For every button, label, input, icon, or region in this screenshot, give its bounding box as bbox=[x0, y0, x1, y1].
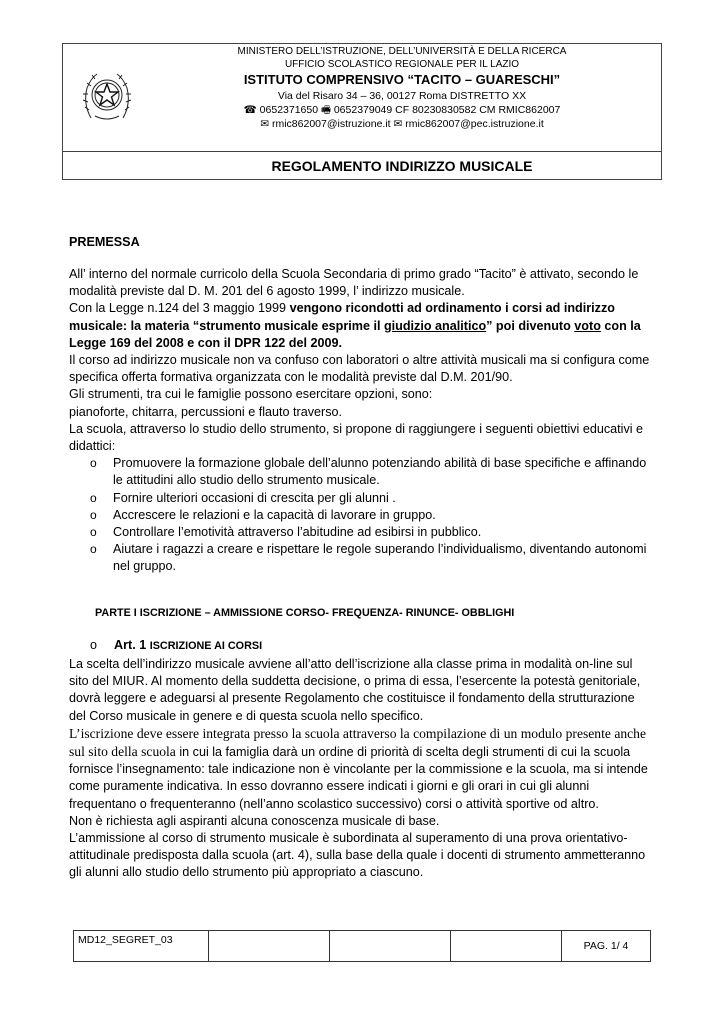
circle-bullet-icon: o bbox=[90, 525, 97, 540]
school-name: ISTITUTO COMPRENSIVO “TACITO – GUARESCHI” bbox=[243, 72, 561, 87]
paragraph: Gli strumenti, tra cui le famiglie possono esercitare opzioni, sono: bbox=[69, 387, 433, 402]
office-line: UFFICIO SCOLASTICO REGIONALE PER IL LAZIO bbox=[284, 59, 520, 70]
footer-cell-empty bbox=[209, 931, 330, 962]
pec-email-link[interactable]: rmic862007@pec.istruzione.it bbox=[405, 118, 544, 130]
page-number: PAG. 1/ 4 bbox=[562, 931, 651, 962]
paragraph: L’iscrizione deve essere integrata presso la scuola attraverso la compilazione di un modulo presente anche sul sito della scuola in cui la famiglia darà un ordine di priorità di scelta degli strumenti di cui la scuola fornisce l’insegnamento: tale indicazione non è vincolante per la commissione e la scuola, ma si intende come puramente indicativa. In esso dovranno essere indicati i giorni e gli orari in cui gli alunni frequentano o frequenteranno (nell’anno scolastico successivo) corsi o attività sportive od altro. bbox=[69, 725, 648, 811]
circle-bullet-icon: o bbox=[90, 456, 97, 471]
school-address: Via del Risaro 34 – 36, 00127 Roma DISTRETTO XX bbox=[277, 90, 527, 102]
paragraph: Il corso ad indirizzo musicale non va confuso con laboratori o altre attività musicali ma si configura come specifica offerta formativa organizzata con le modalità previste dal D.M. 201/90. bbox=[69, 353, 650, 385]
letterhead bbox=[62, 43, 662, 180]
envelope-icon: ✉ bbox=[260, 118, 270, 130]
paragraph: La scuola, attraverso lo studio dello strumento, si propone di raggiungere i seguenti obiettivi educativi e didattici: bbox=[69, 421, 644, 454]
list-item: o Aiutare i ragazzi a creare e rispettare le regole superando l’individualismo, diventando autonomi nel gruppo. bbox=[90, 542, 647, 574]
header-divider bbox=[63, 151, 661, 152]
footer-cell-empty bbox=[451, 931, 562, 962]
email-line bbox=[153, 117, 651, 131]
phone-number: 0652371650 bbox=[259, 104, 319, 116]
circle-bullet-icon: o bbox=[90, 638, 98, 652]
part-one-heading: PARTE I ISCRIZIONE – AMMISSIONE CORSO- FREQUENZA- RINUNCE- OBBLIGHI bbox=[95, 607, 515, 619]
paragraph: All’ interno del normale curricolo della Scuola Secondaria di primo grado “Tacito” è attivato, secondo le modalità previste dal D. M. 201 del 6 agosto 1999, l’ indirizzo musicale. bbox=[69, 267, 639, 299]
paragraph: pianoforte, chitarra, percussioni e flauto traverso. bbox=[69, 404, 343, 419]
document-title: REGOLAMENTO INDIRIZZO MUSICALE bbox=[271, 158, 533, 174]
fax-icon: 🖷 bbox=[321, 104, 331, 116]
list-item: o Fornire ulteriori occasioni di crescita per gli alunni . bbox=[69, 490, 654, 507]
paragraph: Non è richiesta agli aspiranti alcuna conoscenza musicale di base. bbox=[69, 813, 440, 828]
footer-table bbox=[73, 930, 651, 962]
premessa-body bbox=[69, 266, 654, 576]
paragraph: La scelta dell’indirizzo musicale avviene all’atto dell’iscrizione alla classe prima in modalità on-line sul sito del MIUR. Al momento della suddetta decisione, o prima di essa, l’esercente la potestà genitoriale, dovrà leggere e adeguarsi al presente Regolamento che costituisce il fondamento della strutturazione del Corso musicale in genere e di questa scuola nello specifico. bbox=[69, 657, 641, 723]
circle-bullet-icon: o bbox=[90, 490, 97, 505]
ministry-line: MINISTERO DELL’ISTRUZIONE, DELL’UNIVERSITÀ E DELLA RICERCA bbox=[237, 46, 567, 57]
article-1-body bbox=[69, 656, 654, 882]
footer-cell-empty bbox=[330, 931, 451, 962]
list-item: o Promuovere la formazione globale dell’alunno potenziando abilità di base specifiche e affinando le attitudini allo studio dello strumento musicale. bbox=[90, 456, 647, 488]
email-link[interactable]: rmic862007@istruzione.it bbox=[271, 118, 391, 130]
fax-number: 0652379049 CF 80230830582 CM RMIC862007 bbox=[333, 104, 561, 116]
premessa-heading: PREMESSA bbox=[69, 235, 140, 249]
objectives-list bbox=[69, 455, 654, 575]
circle-bullet-icon: o bbox=[90, 507, 97, 522]
paragraph: Con la Legge n.124 del 3 maggio 1999 vengono ricondotti ad ordinamento i corsi ad indirizzo musicale: la materia “strumento musicale esprime il giudizio analitico” poi divenuto voto con la Legge 169 del 2008 e con il DPR 122 del 2009. bbox=[69, 301, 641, 350]
paragraph: L’ammissione al corso di strumento musicale è subordinata al superamento di una prova orientativo-attitudinale predisposta dalla scuola (art. 4), sulla base della quale i docenti di strumento ammetteranno gli alunni allo studio dello strumento più appropriato a ciascuno. bbox=[69, 831, 646, 880]
circle-bullet-icon: o bbox=[90, 542, 97, 557]
envelope-icon: ✉ bbox=[393, 118, 403, 130]
document-code: MD12_SEGRET_03 bbox=[74, 931, 209, 962]
republic-emblem-icon bbox=[81, 66, 133, 124]
list-item: o Accrescere le relazioni e la capacità di lavorare in gruppo. bbox=[69, 507, 654, 524]
list-item: o Controllare l’emotività attraverso l’abitudine ad esibirsi in pubblico. bbox=[69, 524, 654, 541]
phone-icon: ☎ bbox=[243, 104, 257, 116]
article-1-heading: o Art. 1 ISCRIZIONE AI CORSI bbox=[90, 638, 263, 652]
contact-line bbox=[153, 103, 651, 117]
